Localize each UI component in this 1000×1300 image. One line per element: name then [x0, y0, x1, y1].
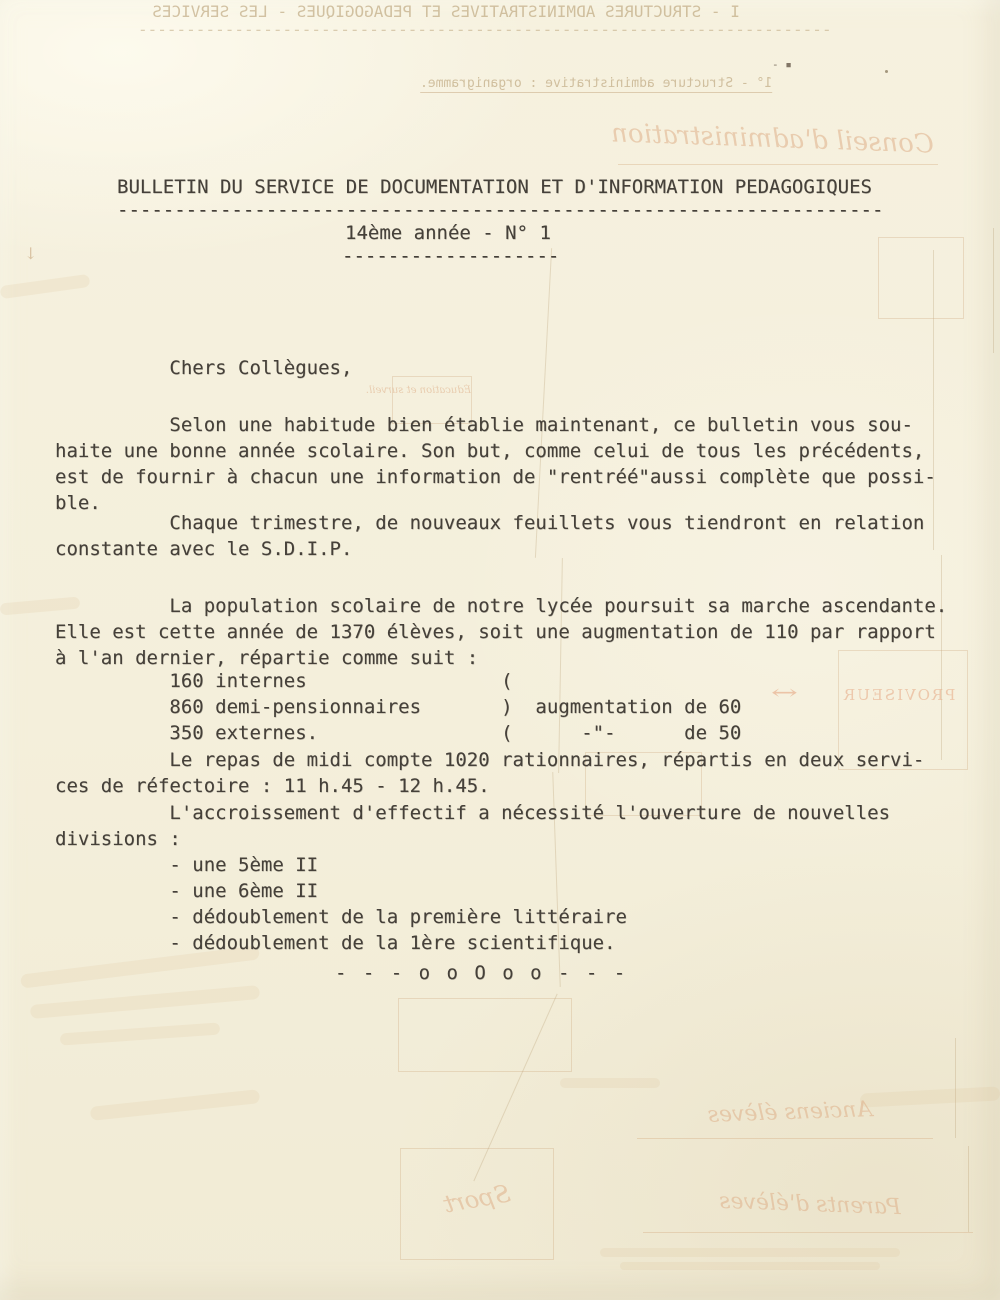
- salutation-line: Chers Collègues,: [55, 357, 353, 379]
- bleed-underline: [643, 1232, 973, 1233]
- typed-line: L'accroissement d'effectif a nécessité l'ouverture de nouvelles: [55, 802, 891, 824]
- bleed-handwriting-sport: Sport: [441, 1179, 513, 1219]
- bleed-underline: [637, 1138, 933, 1139]
- typed-line: divisions :: [55, 828, 181, 850]
- division-list-item: - une 6ème II: [55, 880, 319, 902]
- bleed-reverse-section-title: I - STRUCTURES ADMINISTRATIVES ET PEDAGOGIQUES - LES SERVICES: [152, 2, 740, 21]
- bleed-smudge: [30, 985, 260, 1019]
- enrollment-line: 860 demi-pensionnaires ) augmentation de 60: [55, 696, 742, 718]
- issue-underline: -------------------: [342, 245, 560, 267]
- bleed-reverse-subtitle: 1° - Structure administrative : organigramme.: [420, 76, 773, 91]
- typed-line: constante avec le S.D.I.P.: [55, 538, 353, 560]
- section-separator: - - - o o O o o - - -: [335, 962, 628, 984]
- typed-line: Le repas de midi compte 1020 rationnaires, répartis en deux servi-: [55, 749, 925, 771]
- enrollment-line: 160 internes (: [55, 670, 513, 692]
- typed-line: La population scolaire de notre lycée poursuit sa marche ascendante.: [55, 595, 948, 617]
- bleed-smudge: [620, 1262, 880, 1270]
- bulletin-title: BULLETIN DU SERVICE DE DOCUMENTATION ET D'INFORMATION PEDAGOGIQUES: [117, 176, 872, 198]
- bleed-arrow-down: ↓: [24, 244, 38, 263]
- bleed-underline: [618, 164, 938, 165]
- typed-line: haite une bonne année scolaire. Son but, comme celui de tous les précédents,: [55, 440, 925, 462]
- typed-line: Elle est cette année de 1370 élèves, soit une augmentation de 110 par rapport: [55, 621, 936, 643]
- bleed-handwriting-conseil: Conseil d'administration: [610, 118, 935, 160]
- division-list-item: - dédoublement de la 1ère scientifique.: [55, 932, 616, 954]
- bleed-smudge: [90, 1089, 261, 1121]
- bleed-handwriting-education: Éducation et surveil.: [365, 385, 471, 396]
- bleed-box-sport: [400, 1148, 554, 1260]
- bleed-handwriting-parents: Parents d'élèves: [718, 1188, 902, 1221]
- diagram-line: [968, 1146, 969, 1232]
- bleed-box: [878, 237, 964, 319]
- issue-number: 14ème année - N° 1: [345, 222, 551, 244]
- bleed-arrow: ↔: [770, 680, 798, 704]
- typed-line: est de fournir à chacun une information de "rentréé"aussi complète que possi-: [55, 466, 936, 488]
- bleed-handwriting-proviseur: PROVISEUR: [842, 686, 956, 704]
- bleed-handwriting-anciens: Anciens élèves: [707, 1097, 873, 1128]
- bleed-smudge: [560, 1078, 660, 1088]
- bleed-smudge: [0, 274, 90, 299]
- division-list-item: - une 5ème II: [55, 854, 319, 876]
- typed-line: Selon une habitude bien établie maintenant, ce bulletin vous sou-: [55, 414, 913, 436]
- bleed-smudge: [600, 1248, 900, 1257]
- typed-line: Chaque trimestre, de nouveaux feuillets vous tiendront en relation: [55, 512, 925, 534]
- bleed-reverse-dashed-line: ------------------------------------------------------------------------: [138, 20, 832, 39]
- ink-dot: [885, 70, 888, 73]
- typed-line: à l'an dernier, répartie comme suit :: [55, 647, 479, 669]
- bleed-box: [398, 998, 572, 1072]
- ink-specks: - ▪: [772, 58, 792, 71]
- typed-line: ces de réfectoire : 11 h.45 - 12 h.45.: [55, 775, 490, 797]
- diagram-line: [993, 228, 994, 353]
- title-underline: -------------------------------------------------------------------: [117, 199, 884, 221]
- bleed-smudge: [60, 1022, 220, 1045]
- typed-line: ble.: [55, 492, 101, 514]
- enrollment-line: 350 externes. ( -"- de 50: [55, 722, 742, 744]
- division-list-item: - dédoublement de la première littéraire: [55, 906, 627, 928]
